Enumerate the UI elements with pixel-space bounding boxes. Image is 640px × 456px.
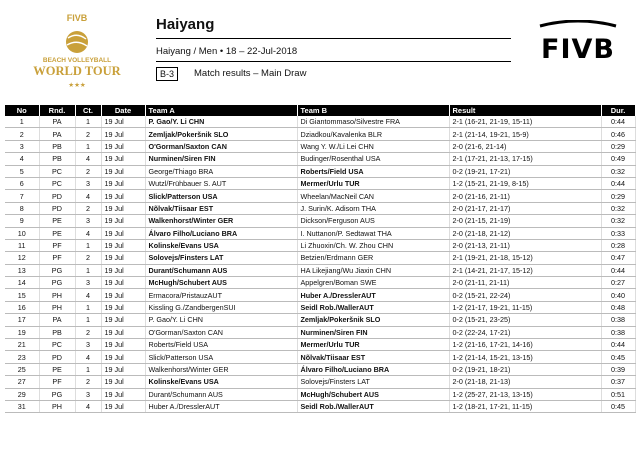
court-cell: 1 (75, 314, 101, 326)
svg-text:FIVB: FIVB (541, 34, 615, 65)
duration-cell: 0:38 (601, 314, 635, 326)
team-a-cell: George/Thiago BRA (145, 165, 297, 177)
match-date-cell: 19 Jul (101, 264, 145, 276)
round-cell: PG (39, 277, 75, 289)
team-a-cell: Nurminen/Siren FIN (145, 153, 297, 165)
team-b-cell: Álvaro Filho/Luciano BRA (297, 363, 449, 375)
court-cell: 2 (75, 128, 101, 140)
round-cell: PG (39, 264, 75, 276)
match-date-cell: 19 Jul (101, 326, 145, 338)
duration-cell: 0:45 (601, 351, 635, 363)
duration-cell: 0:48 (601, 301, 635, 313)
match-number-cell: 25 (5, 363, 39, 375)
column-header-result: Result (449, 105, 601, 116)
court-cell: 2 (75, 252, 101, 264)
result-cell: 0-2 (19-21, 18-21) (449, 363, 601, 375)
team-b-cell: Wheelan/MacNeil CAN (297, 190, 449, 202)
court-cell: 4 (75, 289, 101, 301)
result-cell: 2-0 (21-6, 21-14) (449, 140, 601, 152)
table-row (5, 128, 635, 140)
table-row (5, 289, 635, 301)
match-date-cell: 19 Jul (101, 351, 145, 363)
match-date-cell: 19 Jul (101, 363, 145, 375)
duration-cell: 0:44 (601, 264, 635, 276)
match-date-cell: 19 Jul (101, 165, 145, 177)
court-cell: 2 (75, 165, 101, 177)
result-cell: 2-0 (21-15, 21-19) (449, 215, 601, 227)
duration-cell: 0:47 (601, 252, 635, 264)
match-number-cell: 1 (5, 116, 39, 128)
team-a-cell: Durant/Schumann AUS (145, 388, 297, 400)
result-cell: 2-1 (14-21, 21-17, 15-12) (449, 264, 601, 276)
match-number-cell: 9 (5, 215, 39, 227)
match-number-cell: 27 (5, 376, 39, 388)
header-divider (156, 61, 511, 62)
result-cell: 1-2 (18-21, 17-21, 11-15) (449, 400, 601, 412)
column-header-no: No (5, 105, 39, 116)
table-row (5, 351, 635, 363)
duration-cell: 0:29 (601, 190, 635, 202)
team-a-cell: Nõlvak/Tiisaar EST (145, 202, 297, 214)
court-cell: 4 (75, 400, 101, 412)
table-row (5, 339, 635, 351)
table-row (5, 239, 635, 251)
result-cell: 0-2 (15-21, 22-24) (449, 289, 601, 301)
round-cell: PH (39, 301, 75, 313)
team-b-cell: Dziadkou/Kavalenka BLR (297, 128, 449, 140)
match-number-cell: 14 (5, 277, 39, 289)
table-row (5, 202, 635, 214)
result-cell: 2-0 (21-16, 21-11) (449, 190, 601, 202)
team-a-cell: Durant/Schumann AUS (145, 264, 297, 276)
court-cell: 1 (75, 264, 101, 276)
result-cell: 2-1 (19-21, 21-18, 15-12) (449, 252, 601, 264)
team-a-cell: Walkenhorst/Winter GER (145, 215, 297, 227)
round-cell: PH (39, 400, 75, 412)
column-header-duration: Dur. (601, 105, 635, 116)
table-row (5, 314, 635, 326)
team-a-cell: Slick/Patterson USA (145, 190, 297, 202)
duration-cell: 0:51 (601, 388, 635, 400)
duration-cell: 0:33 (601, 227, 635, 239)
table-row (5, 165, 635, 177)
result-cell: 1-2 (21-16, 17-21, 14-16) (449, 339, 601, 351)
team-b-cell: Roberts/Field USA (297, 165, 449, 177)
team-a-cell: Ermacora/PristauzAUT (145, 289, 297, 301)
round-cell: PF (39, 239, 75, 251)
match-number-cell: 2 (5, 128, 39, 140)
column-header-court: Ct. (75, 105, 101, 116)
result-cell: 2-0 (21-13, 21-11) (449, 239, 601, 251)
team-a-cell: Kissling G./ZandbergenSUI (145, 301, 297, 313)
team-a-cell: P. Gao/Y. Li CHN (145, 314, 297, 326)
match-number-cell: 3 (5, 140, 39, 152)
table-row (5, 116, 635, 128)
report-title: Match results – Main Draw (194, 68, 307, 79)
round-cell: PC (39, 177, 75, 189)
duration-cell: 0:45 (601, 400, 635, 412)
duration-cell: 0:29 (601, 140, 635, 152)
team-a-cell: Huber A./DresslerAUT (145, 400, 297, 412)
court-cell: 3 (75, 388, 101, 400)
team-b-cell: McHugh/Schubert AUS (297, 388, 449, 400)
match-date-cell: 19 Jul (101, 314, 145, 326)
table-row (5, 376, 635, 388)
round-cell: PA (39, 116, 75, 128)
team-b-cell: HA Likejiang/Wu Jiaxin CHN (297, 264, 449, 276)
match-number-cell: 4 (5, 153, 39, 165)
team-b-cell: I. Nuttanon/P. Sedtawat THA (297, 227, 449, 239)
beach-volleyball-world-tour-logo (6, 12, 148, 92)
match-number-cell: 10 (5, 227, 39, 239)
duration-cell: 0:49 (601, 153, 635, 165)
world-tour-logo-graphic (6, 12, 148, 92)
court-cell: 4 (75, 153, 101, 165)
team-b-cell: Solovejs/Finsters LAT (297, 376, 449, 388)
column-header-team-b: Team B (297, 105, 449, 116)
round-cell: PD (39, 190, 75, 202)
round-cell: PC (39, 165, 75, 177)
court-cell: 1 (75, 301, 101, 313)
round-cell: PA (39, 314, 75, 326)
result-cell: 1-2 (25-27, 21-13, 13-15) (449, 388, 601, 400)
duration-cell: 0:32 (601, 202, 635, 214)
round-cell: PF (39, 252, 75, 264)
team-a-cell: Solovejs/Finsters LAT (145, 252, 297, 264)
round-cell: PB (39, 140, 75, 152)
match-date-cell: 19 Jul (101, 177, 145, 189)
match-date-cell: 19 Jul (101, 215, 145, 227)
result-cell: 1-2 (15-21, 21-19, 8-15) (449, 177, 601, 189)
team-b-cell: J. Surin/K. Adisorn THA (297, 202, 449, 214)
team-a-cell: Álvaro Filho/Luciano BRA (145, 227, 297, 239)
court-cell: 1 (75, 140, 101, 152)
result-cell: 2-0 (21-18, 21-12) (449, 227, 601, 239)
table-row (5, 190, 635, 202)
match-date-cell: 19 Jul (101, 301, 145, 313)
round-cell: PD (39, 351, 75, 363)
round-cell: PF (39, 376, 75, 388)
court-cell: 2 (75, 326, 101, 338)
court-cell: 2 (75, 202, 101, 214)
team-a-cell: P. Gao/Y. Li CHN (145, 116, 297, 128)
team-b-cell: Budinger/Rosenthal USA (297, 153, 449, 165)
match-date-cell: 19 Jul (101, 140, 145, 152)
svg-text:★★★: ★★★ (68, 81, 86, 89)
result-cell: 0-2 (19-21, 17-21) (449, 165, 601, 177)
team-b-cell: Nurminen/Siren FIN (297, 326, 449, 338)
court-cell: 1 (75, 239, 101, 251)
result-cell: 0-2 (22-24, 17-21) (449, 326, 601, 338)
match-number-cell: 31 (5, 400, 39, 412)
column-header-team-a: Team A (145, 105, 297, 116)
event-title: Haiyang (156, 16, 215, 33)
duration-cell: 0:39 (601, 363, 635, 375)
result-cell: 1-2 (21-17, 19-21, 11-15) (449, 301, 601, 313)
team-b-cell: Li Zhuoxin/Ch. W. Zhou CHN (297, 239, 449, 251)
svg-text:FIVB: FIVB (66, 13, 88, 23)
team-b-cell: Dickson/Ferguson AUS (297, 215, 449, 227)
court-cell: 3 (75, 177, 101, 189)
result-cell: 2-1 (16-21, 21-19, 15-11) (449, 116, 601, 128)
team-b-cell: Wang Y. W./Li Lei CHN (297, 140, 449, 152)
duration-cell: 0:38 (601, 326, 635, 338)
team-a-cell: Slick/Patterson USA (145, 351, 297, 363)
court-cell: 1 (75, 116, 101, 128)
match-number-cell: 16 (5, 301, 39, 313)
match-date-cell: 19 Jul (101, 202, 145, 214)
match-number-cell: 19 (5, 326, 39, 338)
duration-cell: 0:28 (601, 239, 635, 251)
table-row (5, 400, 635, 412)
match-date-cell: 19 Jul (101, 239, 145, 251)
round-cell: PH (39, 289, 75, 301)
table-row (5, 388, 635, 400)
team-a-cell: O'Gorman/Saxton CAN (145, 326, 297, 338)
match-date-cell: 19 Jul (101, 277, 145, 289)
table-row (5, 277, 635, 289)
column-header-date: Date (101, 105, 145, 116)
team-b-cell: Appelgren/Boman SWE (297, 277, 449, 289)
round-cell: PB (39, 153, 75, 165)
svg-text:BEACH VOLLEYBALL: BEACH VOLLEYBALL (42, 57, 112, 64)
duration-cell: 0:32 (601, 165, 635, 177)
event-subtitle (156, 46, 297, 57)
round-cell: PE (39, 227, 75, 239)
match-number-cell: 6 (5, 177, 39, 189)
duration-cell: 0:27 (601, 277, 635, 289)
court-cell: 3 (75, 339, 101, 351)
fivb-logo (532, 20, 624, 70)
match-number-cell: 12 (5, 252, 39, 264)
result-cell: 0-2 (15-21, 23-25) (449, 314, 601, 326)
match-date-cell: 19 Jul (101, 116, 145, 128)
match-date-cell: 19 Jul (101, 252, 145, 264)
match-date-cell: 19 Jul (101, 388, 145, 400)
fivb-logo-graphic (532, 20, 624, 70)
team-a-cell: Zemljak/Pokeršnik SLO (145, 128, 297, 140)
match-date-cell: 19 Jul (101, 128, 145, 140)
court-cell: 4 (75, 190, 101, 202)
round-cell: PA (39, 128, 75, 140)
header-divider (156, 38, 511, 39)
match-number-cell: 23 (5, 351, 39, 363)
team-a-cell: Wutzl/Frühbauer S. AUT (145, 177, 297, 189)
round-cell: PD (39, 202, 75, 214)
team-b-cell: Mermer/Urlu TUR (297, 339, 449, 351)
team-a-cell: O'Gorman/Saxton CAN (145, 140, 297, 152)
round-cell: PG (39, 388, 75, 400)
team-b-cell: Zemljak/Pokeršnik SLO (297, 314, 449, 326)
team-b-cell: Seidl Rob./WallerAUT (297, 400, 449, 412)
table-row (5, 227, 635, 239)
round-cell: PB (39, 326, 75, 338)
match-results-table (5, 105, 636, 413)
team-a-cell: Roberts/Field USA (145, 339, 297, 351)
court-cell: 4 (75, 227, 101, 239)
match-number-cell: 21 (5, 339, 39, 351)
court-cell: 3 (75, 277, 101, 289)
team-a-cell: Kolinske/Evans USA (145, 376, 297, 388)
table-row (5, 153, 635, 165)
court-cell: 3 (75, 215, 101, 227)
match-number-cell: 7 (5, 190, 39, 202)
match-number-cell: 15 (5, 289, 39, 301)
match-number-cell: 5 (5, 165, 39, 177)
court-cell: 2 (75, 376, 101, 388)
duration-cell: 0:44 (601, 116, 635, 128)
duration-cell: 0:44 (601, 339, 635, 351)
match-date-cell: 19 Jul (101, 339, 145, 351)
result-cell: 2-1 (21-14, 19-21, 15-9) (449, 128, 601, 140)
table-row (5, 363, 635, 375)
court-cell: 4 (75, 351, 101, 363)
table-row (5, 264, 635, 276)
table-row (5, 215, 635, 227)
column-header-round: Rnd. (39, 105, 75, 116)
result-cell: 2-0 (21-11, 21-11) (449, 277, 601, 289)
table-row (5, 140, 635, 152)
round-cell: PE (39, 363, 75, 375)
team-b-cell: Huber A./DresslerAUT (297, 289, 449, 301)
match-date-cell: 19 Jul (101, 289, 145, 301)
match-number-cell: 13 (5, 264, 39, 276)
duration-cell: 0:37 (601, 376, 635, 388)
team-b-cell: Mermer/Urlu TUR (297, 177, 449, 189)
team-a-cell: McHugh/Schubert AUS (145, 277, 297, 289)
team-b-cell: Nõlvak/Tiisaar EST (297, 351, 449, 363)
team-a-cell: Kolinske/Evans USA (145, 239, 297, 251)
match-number-cell: 29 (5, 388, 39, 400)
svg-text:WORLD TOUR: WORLD TOUR (33, 64, 121, 78)
duration-cell: 0:32 (601, 215, 635, 227)
match-date-cell: 19 Jul (101, 227, 145, 239)
event-dates: 18 – 22-Jul-2018 (225, 46, 298, 57)
result-cell: 2-0 (21-18, 21-13) (449, 376, 601, 388)
court-cell: 1 (75, 363, 101, 375)
result-cell: 1-2 (21-14, 15-21, 13-15) (449, 351, 601, 363)
match-date-cell: 19 Jul (101, 190, 145, 202)
duration-cell: 0:44 (601, 177, 635, 189)
result-cell: 2-1 (17-21, 21-13, 17-15) (449, 153, 601, 165)
report-code: B-3 (156, 67, 178, 81)
round-cell: PC (39, 339, 75, 351)
match-date-cell: 19 Jul (101, 400, 145, 412)
match-date-cell: 19 Jul (101, 153, 145, 165)
table-row (5, 301, 635, 313)
round-cell: PE (39, 215, 75, 227)
match-number-cell: 11 (5, 239, 39, 251)
result-cell: 2-0 (21-17, 21-17) (449, 202, 601, 214)
table-row (5, 177, 635, 189)
team-b-cell: Seidl Rob./WallerAUT (297, 301, 449, 313)
event-location-gender: Haiyang / Men (156, 46, 218, 57)
duration-cell: 0:46 (601, 128, 635, 140)
match-number-cell: 8 (5, 202, 39, 214)
table-row (5, 326, 635, 338)
match-number-cell: 17 (5, 314, 39, 326)
table-row (5, 252, 635, 264)
table-header-row (5, 105, 635, 116)
team-b-cell: Di Giantommaso/Silvestre FRA (297, 116, 449, 128)
team-a-cell: Walkenhorst/Winter GER (145, 363, 297, 375)
duration-cell: 0:40 (601, 289, 635, 301)
bullet-icon: • (219, 46, 226, 57)
match-date-cell: 19 Jul (101, 376, 145, 388)
team-b-cell: Betzien/Erdmann GER (297, 252, 449, 264)
